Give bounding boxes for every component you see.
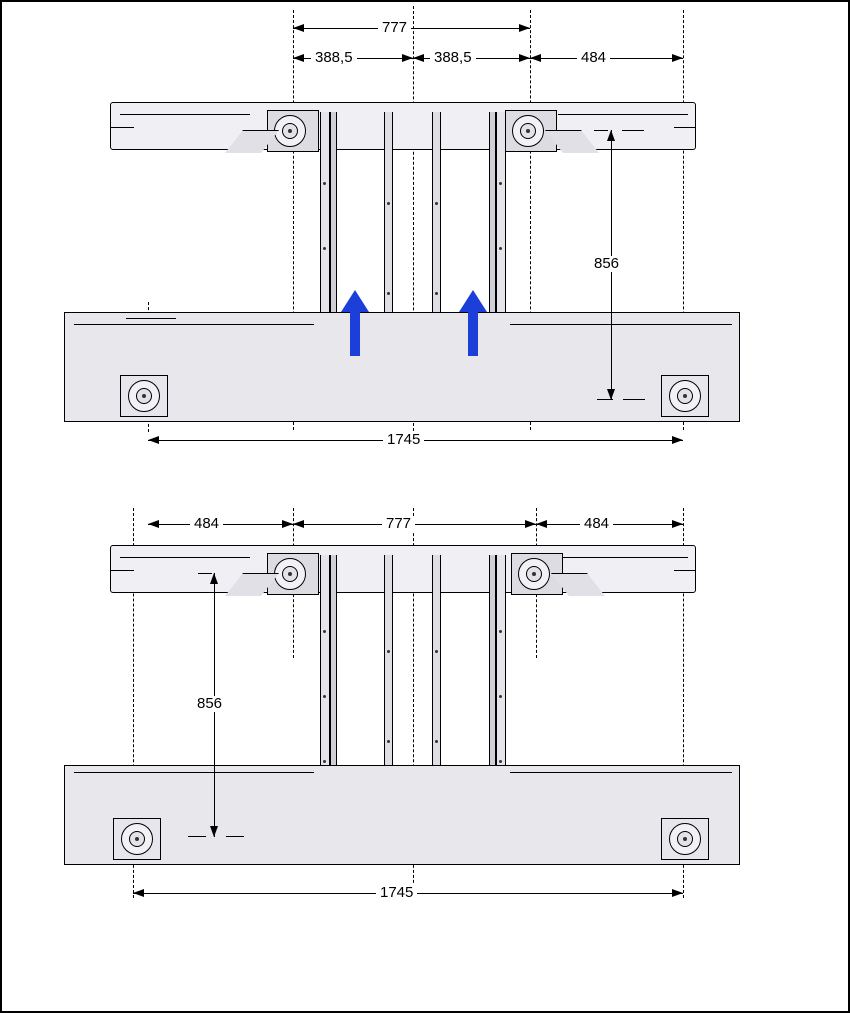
dimension-label: 484 [190,516,223,532]
rail-bolt [387,650,390,653]
bearing-center [288,129,292,133]
dimension-1745-lower [133,885,683,903]
dimension-label: 388,5 [430,50,476,66]
dimension-label: 856 [590,256,623,272]
rail-bolt [323,695,326,698]
rail-bolt [323,760,326,763]
dimension-484-right-upper [530,50,683,68]
dimension-777-lower [293,516,536,534]
rail-bolt [323,182,326,185]
dimension-label: 1745 [376,885,417,901]
dimension-tick [198,573,212,574]
dimension-tick [188,836,206,837]
crossbeam-edge-line [120,557,250,558]
dimension-tick [594,130,608,131]
rail-bolt [323,247,326,250]
dimension-tick [622,130,644,131]
rail-bolt [499,182,502,185]
dimension-388-5-left-upper [293,50,413,68]
rail-bolt [387,202,390,205]
dimension-tick [623,399,645,400]
base-edge-line [126,318,176,319]
dimension-label: 777 [382,516,415,532]
rail-bolt [499,760,502,763]
rail-bolt [499,247,502,250]
dimension-1745-upper [148,432,683,450]
bearing-center [683,394,687,398]
dimension-777-upper [293,20,530,38]
bearing-center [526,129,530,133]
rail-bolt [435,650,438,653]
rail-bolt [499,630,502,633]
base-edge-line [74,324,314,325]
dimension-388-5-right-upper [413,50,530,68]
crossbeam-edge-line [558,114,688,115]
bearing-center [683,837,687,841]
crossbeam-edge-line [110,570,134,571]
dimension-label: 484 [577,50,610,66]
dimension-label: 1745 [383,432,424,448]
lower-base-plate [64,765,740,865]
base-edge-line [510,772,732,773]
dimension-label: 777 [378,20,411,36]
rail-bolt [323,630,326,633]
crossbeam-edge-line [558,557,688,558]
dimension-tick [597,399,613,400]
crossbeam-edge-line [120,114,250,115]
dimension-label: 388,5 [311,50,357,66]
bearing-center [532,572,536,576]
rail-bolt [387,740,390,743]
crossbeam-edge-line [110,127,134,128]
base-edge-line [74,772,314,773]
dimension-tick [226,836,244,837]
bearing-center [135,837,139,841]
lower-assembly-view [2,480,850,920]
dimension-484-right-lower [536,516,683,534]
lower-view-crossbeam [110,545,696,593]
bearing-center [142,394,146,398]
rail-bolt [435,202,438,205]
rail-bolt [387,292,390,295]
bearing-center [288,572,292,576]
rail-bolt [499,695,502,698]
rail-bolt [435,740,438,743]
crossbeam-edge-line [674,570,696,571]
dimension-label: 484 [580,516,613,532]
dimension-label: 856 [193,696,226,712]
upper-assembly-view [2,2,850,472]
dimension-484-left-lower [148,516,293,534]
rail-bolt [435,292,438,295]
crossbeam-edge-line [674,127,696,128]
